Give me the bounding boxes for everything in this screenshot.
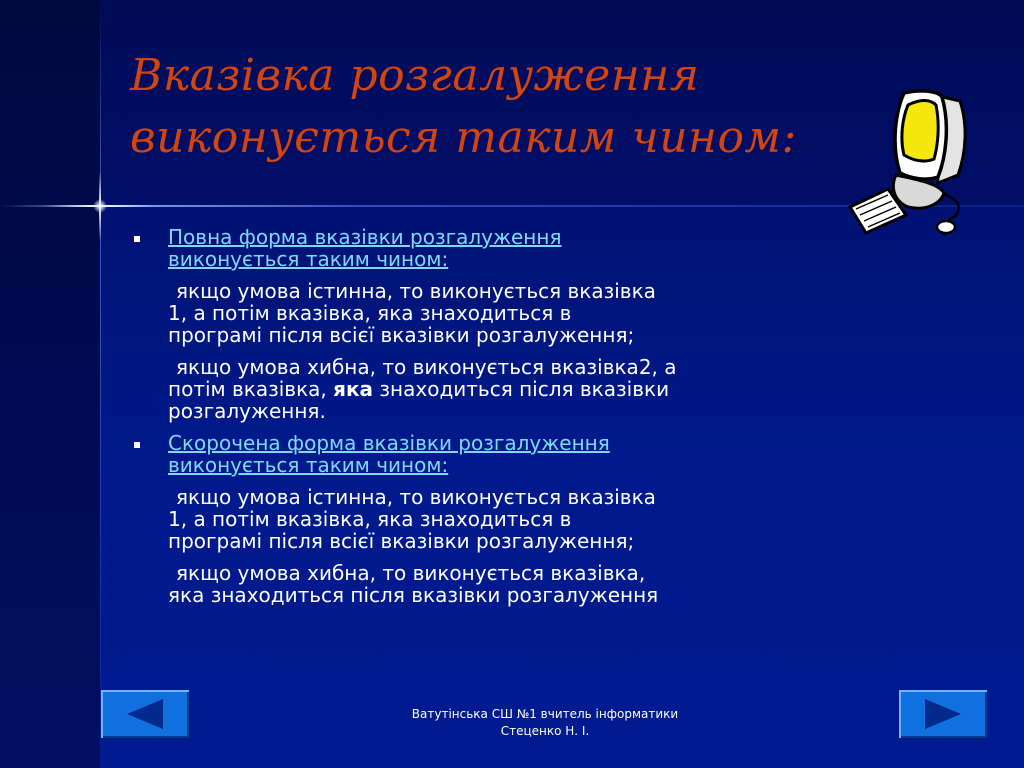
paragraph xyxy=(130,562,750,606)
text-line: 1, а потім вказівка, яка знаходиться в xyxy=(168,301,572,325)
link-line-2: виконується таким чином: xyxy=(168,453,449,477)
text-line: якщо умова істинна, то виконується вказівка xyxy=(176,279,656,303)
previous-slide-button[interactable] xyxy=(101,690,189,738)
text-line: розгалуження. xyxy=(168,399,326,423)
slide-title xyxy=(130,45,830,169)
computer-clipart-icon xyxy=(842,85,972,240)
left-panel xyxy=(0,0,100,768)
text-line: програмі після всієї вказівки розгалуження; xyxy=(168,323,635,347)
vertical-divider xyxy=(100,0,101,768)
footer xyxy=(380,706,710,740)
text-line: якщо умова хибна, то виконується вказівка2, а xyxy=(176,355,677,379)
text-line: 1, а потім вказівка, яка знаходиться в xyxy=(168,507,572,531)
link-line-2: виконується таким чином: xyxy=(168,247,449,271)
bullet-icon xyxy=(134,236,140,242)
paragraph xyxy=(130,280,750,346)
arrow-left-icon xyxy=(101,690,189,738)
bold-word: яка xyxy=(333,377,374,401)
text-line: якщо умова істинна, то виконується вказівка xyxy=(176,485,656,509)
link-line-1: Повна форма вказівки розгалуження xyxy=(168,225,562,249)
footer-line-1: Ватутінська СШ №1 вчитель інформатики xyxy=(411,707,679,721)
slide-content xyxy=(130,226,750,616)
link-short-form[interactable] xyxy=(168,431,610,477)
text-line: якщо умова хибна, то виконується вказівка, xyxy=(176,561,646,585)
title-line-2 xyxy=(130,107,830,169)
text-fragment: потім вказівка, xyxy=(168,377,334,401)
title-line-2-text: виконується таким чином xyxy=(130,112,782,163)
text-line: програмі після всієї вказівки розгалуження; xyxy=(168,529,635,553)
list-item xyxy=(130,432,750,476)
paragraph xyxy=(130,486,750,552)
paragraph xyxy=(130,356,750,422)
bullet-icon xyxy=(134,442,140,448)
link-line-1: Скорочена форма вказівки розгалуження xyxy=(168,431,610,455)
title-line-1: Вказівка розгалуження xyxy=(130,50,700,101)
list-item xyxy=(130,226,750,270)
arrow-right-icon xyxy=(899,690,987,738)
next-slide-button[interactable] xyxy=(899,690,987,738)
footer-line-2: Стеценко Н. І. xyxy=(500,724,590,738)
text-fragment: знаходиться після вказівки xyxy=(373,377,670,401)
link-full-form[interactable] xyxy=(168,225,561,271)
title-colon: : xyxy=(781,112,797,163)
text-line: яка знаходиться після вказівки розгалуження xyxy=(168,583,659,607)
